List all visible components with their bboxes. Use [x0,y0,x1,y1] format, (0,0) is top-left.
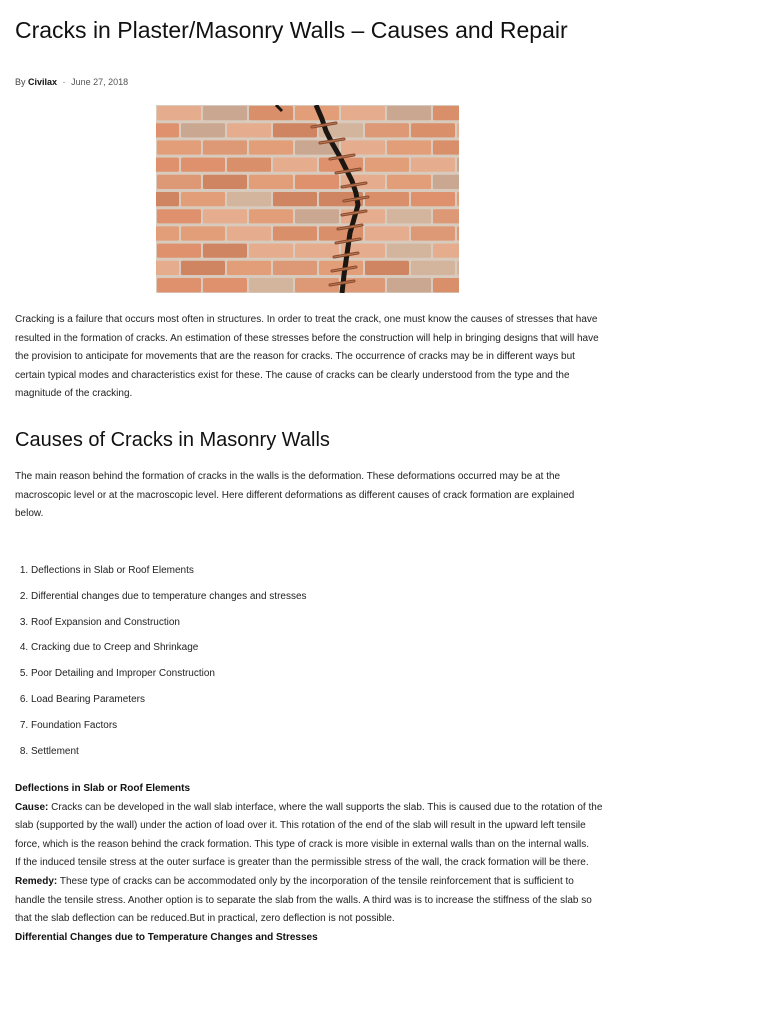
list-item: 3. Roof Expansion and Construction [31,614,591,640]
cause-label: Cause: [15,801,49,813]
list-item: 4. Cracking due to Creep and Shrinkage [31,639,591,665]
detail-subheading: Deflections in Slab or Roof Elements [15,783,191,794]
publish-date: June 27, 2018 [71,77,129,87]
list-item: 8. Settlement [31,743,591,769]
hero-image-brick-wall-crack [156,105,459,293]
article-meta [15,77,128,87]
list-item: 2. Differential changes due to temperature changes and stresses [31,588,591,614]
cause-text: Cracks can be developed in the wall slab interface, where the wall supports the slab. This is caused due to the rotation of the slab (supported by the wall) under the action of load over it. This rotation of the end of the slab will result in the upward left tensile force, which is the reason behind the crack formation. This type of crack is more visible in external walls than on the internal walls. [15,801,603,850]
causes-list [15,562,591,768]
remedy-label: Remedy: [15,875,58,887]
cause-paragraph [15,799,603,855]
article-title: Cracks in Plaster/Masonry Walls – Causes and Repair [15,17,568,43]
remedy-text: These type of cracks can be accommodated only by the incorporation of the tensile reinforcement that is sufficient to handle the tensile stress. Another option is to separate the slab from the walls. A third was is to increase the stiffness of the slab so that the slab deflection can be reduced.But in practical, zero deflection is not possible. [15,875,592,925]
list-item: 7. Foundation Factors [31,717,591,743]
intro-paragraph: Cracking is a failure that occurs most often in structures. In order to treat the crack, one must know the causes of stresses that have resulted in the formation of cracks. An estimation of these stresses before the construction will help in bringing designs that will have the provision to anticipate for movements that are the reason for cracks. The occurrence of cracks may be in different ways but certain typical modes and characteristics exist for these. The cause of cracks can be clearly understood from the type and the magnitude of the cracking. [15,314,599,400]
detail-block [15,780,603,947]
next-subheading: Differential Changes due to Temperature Changes and Stresses [15,931,318,943]
section-heading: Causes of Cracks in Masonry Walls [15,429,330,451]
list-item: 6. Load Bearing Parameters [31,691,591,717]
tensile-paragraph: If the induced tensile stress at the outer surface is greater than the permissible stress of the wall, the crack formation will be there. [15,857,589,869]
list-item: 5. Poor Detailing and Improper Construction [31,665,591,691]
section-paragraph: The main reason behind the formation of cracks in the walls is the deformation. These deformations occurred may be at the macroscopic level or at the macroscopic level. Here different deformations as different causes of crack formation are explained below. [15,471,575,520]
meta-separator: - [62,77,66,87]
author-link[interactable]: Civilax [28,77,58,87]
by-label: By [15,77,26,87]
list-item: 1. Deflections in Slab or Roof Elements [31,562,591,588]
remedy-paragraph [15,873,603,929]
